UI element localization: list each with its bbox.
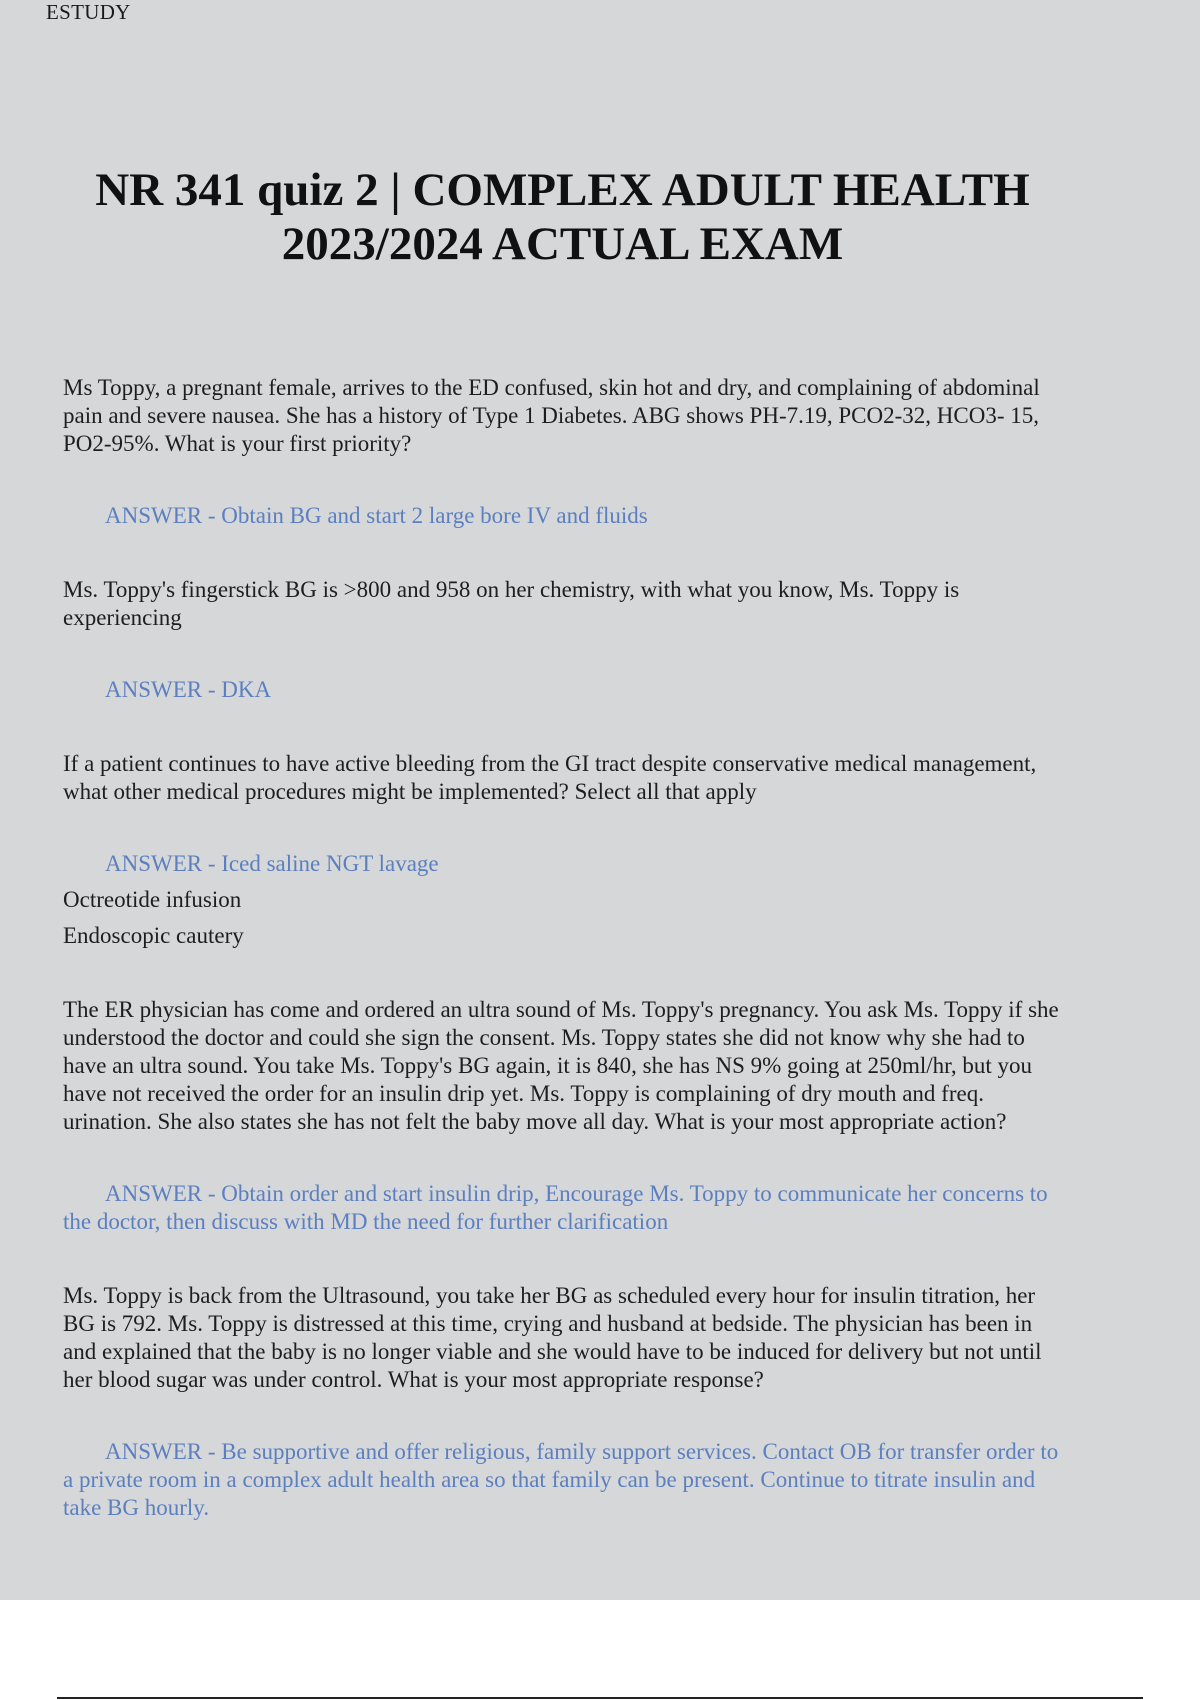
answer-option: Endoscopic cautery — [63, 923, 244, 948]
page-title: NR 341 quiz 2 | COMPLEX ADULT HEALTH 2023/2024 ACTUAL EXAM — [95, 164, 1030, 270]
answer-text: ANSWER - DKA — [105, 677, 272, 702]
page-divider — [57, 1697, 1143, 1699]
question-text: Ms Toppy, a pregnant female, arrives to the ED confused, skin hot and dry, and complaining of abdominal pain and severe nausea. She has a history of Type 1 Diabetes. ABG shows PH-7.19, PCO2-32, HCO3- 15, PO2-95%. What is your first priority? — [63, 375, 1040, 456]
answer-text: ANSWER - Iced saline NGT lavage — [105, 851, 439, 876]
answer-text: ANSWER - Be supportive and offer religious, family support services. Contact OB for transfer order to a private room in a complex adult health area so that family can be present. Continue to titrate insulin and take BG hourly. — [63, 1439, 1059, 1520]
answer-text: ANSWER - Obtain BG and start 2 large bore IV and fluids — [105, 503, 648, 528]
question-text: Ms. Toppy is back from the Ultrasound, you take her BG as scheduled every hour for insulin titration, her BG is 792. Ms. Toppy is distressed at this time, crying and husband at bedside. The physician has been in and explained that the baby is no longer viable and she would have to be induced for delivery but not until her blood sugar was under control. What is your most appropriate response? — [63, 1283, 1042, 1392]
qa-item — [63, 996, 1063, 1236]
qa-item — [63, 1282, 1063, 1522]
answer-text: ANSWER - Obtain order and start insulin drip, Encourage Ms. Toppy to communicate her concerns to the doctor, then discuss with MD the need for further clarification — [63, 1181, 1048, 1234]
qa-item — [63, 750, 1063, 950]
answer-option: Octreotide infusion — [63, 887, 242, 912]
question-text: The ER physician has come and ordered an ultra sound of Ms. Toppy's pregnancy. You ask Ms. Toppy if she understood the doctor and could she sign the consent. Ms. Toppy states she did not know why she had to have an ultra sound. You take Ms. Toppy's BG again, it is 840, she has NS 9% going at 250ml/hr, but you have not received the order for an insulin drip yet. Ms. Toppy is complaining of dry mouth and freq. urination. She also states she has not felt the baby move all day. What is your most appropriate action? — [63, 997, 1059, 1134]
qa-list — [63, 374, 1063, 1522]
brand-label: ESTUDY — [46, 0, 131, 24]
question-text: If a patient continues to have active bleeding from the GI tract despite conservative medical management, what other medical procedures might be implemented? Select all that apply — [63, 751, 1037, 804]
qa-item — [63, 576, 1063, 704]
question-text: Ms. Toppy's fingerstick BG is >800 and 958 on her chemistry, with what you know, Ms. Toppy is experiencing — [63, 577, 960, 630]
qa-item — [63, 374, 1063, 530]
